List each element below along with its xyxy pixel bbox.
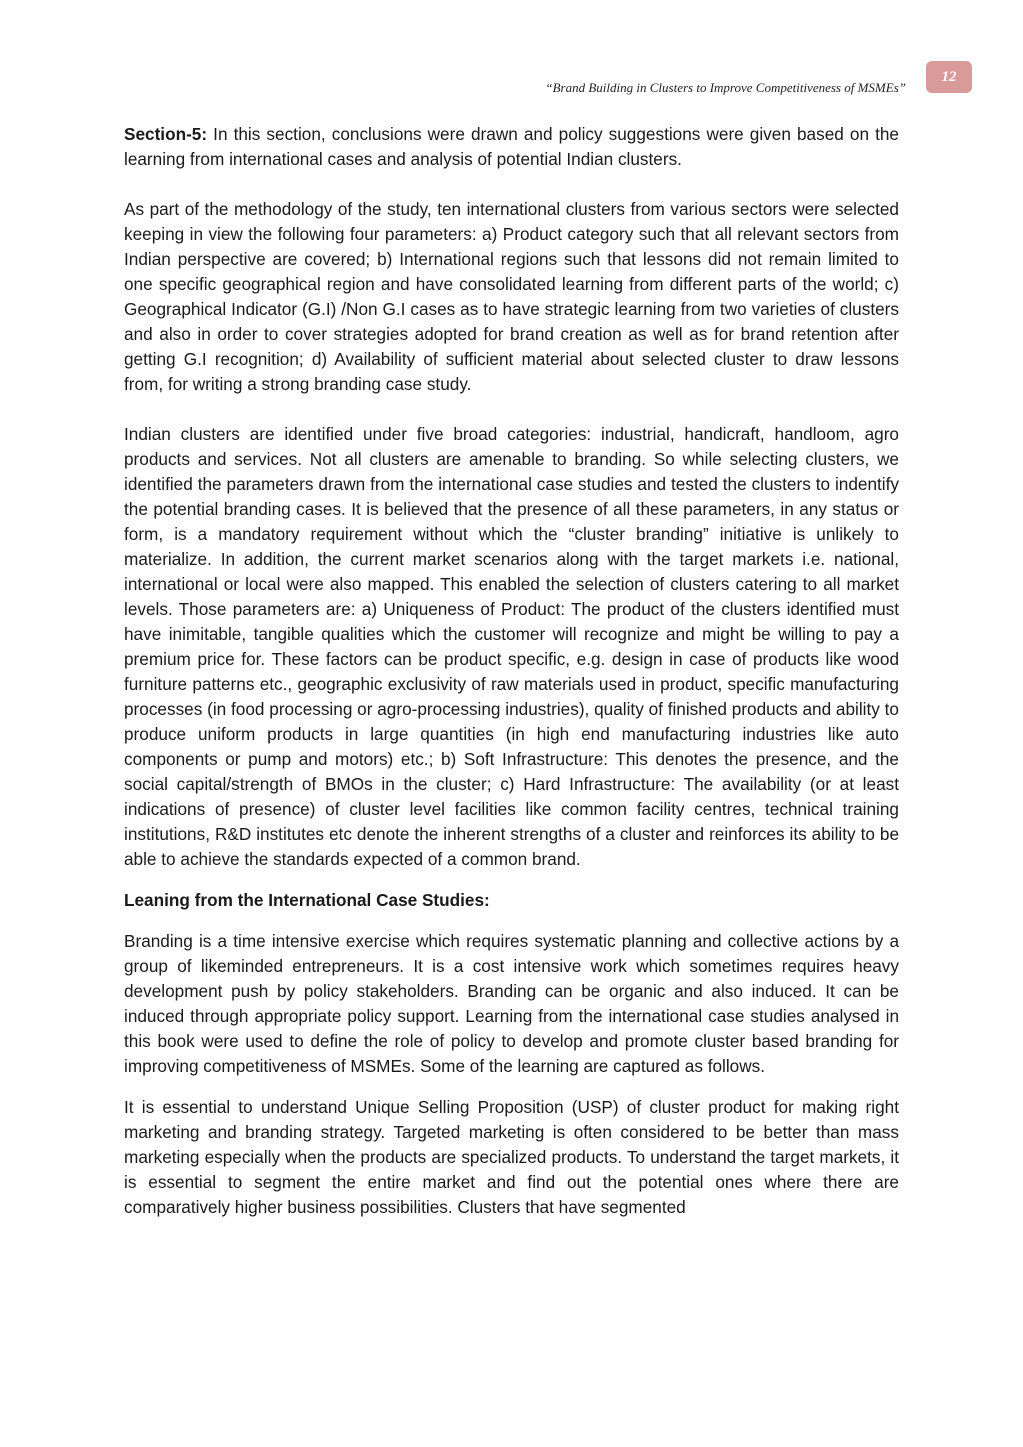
running-header-title: “Brand Building in Clusters to Improve Competitiveness of MSMEs” xyxy=(545,80,906,95)
page-number-badge xyxy=(926,61,972,93)
section5-paragraph xyxy=(124,122,899,172)
section5-text: In this section, conclusions were drawn and policy suggestions were given based on the learning from international cases and analysis of potential Indian clusters. xyxy=(124,124,899,169)
branding-paragraph: Branding is a time intensive exercise which requires systematic planning and collective actions by a group of likeminded entrepreneurs. It is a cost intensive work which sometimes requires heavy development push by policy stakeholders. Branding can be organic and also induced. It can be induced through appropriate policy support. Learning from the international case studies analysed in this book were used to define the role of policy to develop and promote cluster based branding for improving competitiveness of MSMEs. Some of the learning are captured as follows. xyxy=(124,931,899,1076)
usp-paragraph: It is essential to understand Unique Selling Proposition (USP) of cluster product for making right marketing and branding strategy. Targeted marketing is often considered to be better than mass marketing especially when the products are specialized products. To understand the target markets, it is essential to segment the entire market and find out the potential ones where there are comparatively higher business possibilities. Clusters that have segmented xyxy=(124,1097,899,1217)
document-body xyxy=(124,122,899,1220)
methodology-paragraph: As part of the methodology of the study, ten international clusters from various sectors were selected keeping in view the following four parameters: a) Product category such that all relevant sectors from Indian perspective are covered; b) International regions such that lessons did not remain limited to one specific geographical region and have consolidated learning from different parts of the world; c) Geographical Indicator (G.I) /Non G.I cases as to have strategic learning from two varieties of clusters and also in order to cover strategies adopted for brand creation as well as for brand retention after getting G.I recognition; d) Availability of sufficient material about selected cluster to draw lessons from, for writing a strong branding case study. xyxy=(124,199,899,394)
section5-label: Section-5: xyxy=(124,124,208,144)
indian-clusters-paragraph: Indian clusters are identified under five broad categories: industrial, handicraft, handloom, agro products and services. Not all clusters are amenable to branding. So while selecting clusters, we identified the parameters drawn from the international case studies and tested the clusters to indentify the potential branding cases. It is believed that the presence of all these parameters, in any status or form, is a mandatory requirement without which the “cluster branding” initiative is unlikely to materialize. In addition, the current market scenarios along with the target markets i.e. national, international or local were also mapped. This enabled the selection of clusters catering to all market levels. Those parameters are: a) Uniqueness of Product: The product of the clusters identified must have inimitable, tangible qualities which the customer will recognize and might be willing to pay a premium price for. These factors can be product specific, e.g. design in case of products like wood furniture patterns etc., geographic exclusivity of raw materials used in product, specific manufacturing processes (in food processing or agro-processing industries), quality of finished products and ability to produce uniform products in large quantities (in high end manufacturing industries like auto components or pump and motors) etc.; b) Soft Infrastructure: This denotes the presence, and the social capital/strength of BMOs in the cluster; c) Hard Infrastructure: The availability (or at least indications of presence) of cluster level facilities like common facility centres, technical training institutions, R&D institutes etc denote the inherent strengths of a cluster and reinforces its ability to be able to achieve the standards expected of a common brand. xyxy=(124,424,899,869)
section-heading: Leaning from the International Case Studies: xyxy=(124,890,490,910)
page-number: 12 xyxy=(941,68,957,85)
